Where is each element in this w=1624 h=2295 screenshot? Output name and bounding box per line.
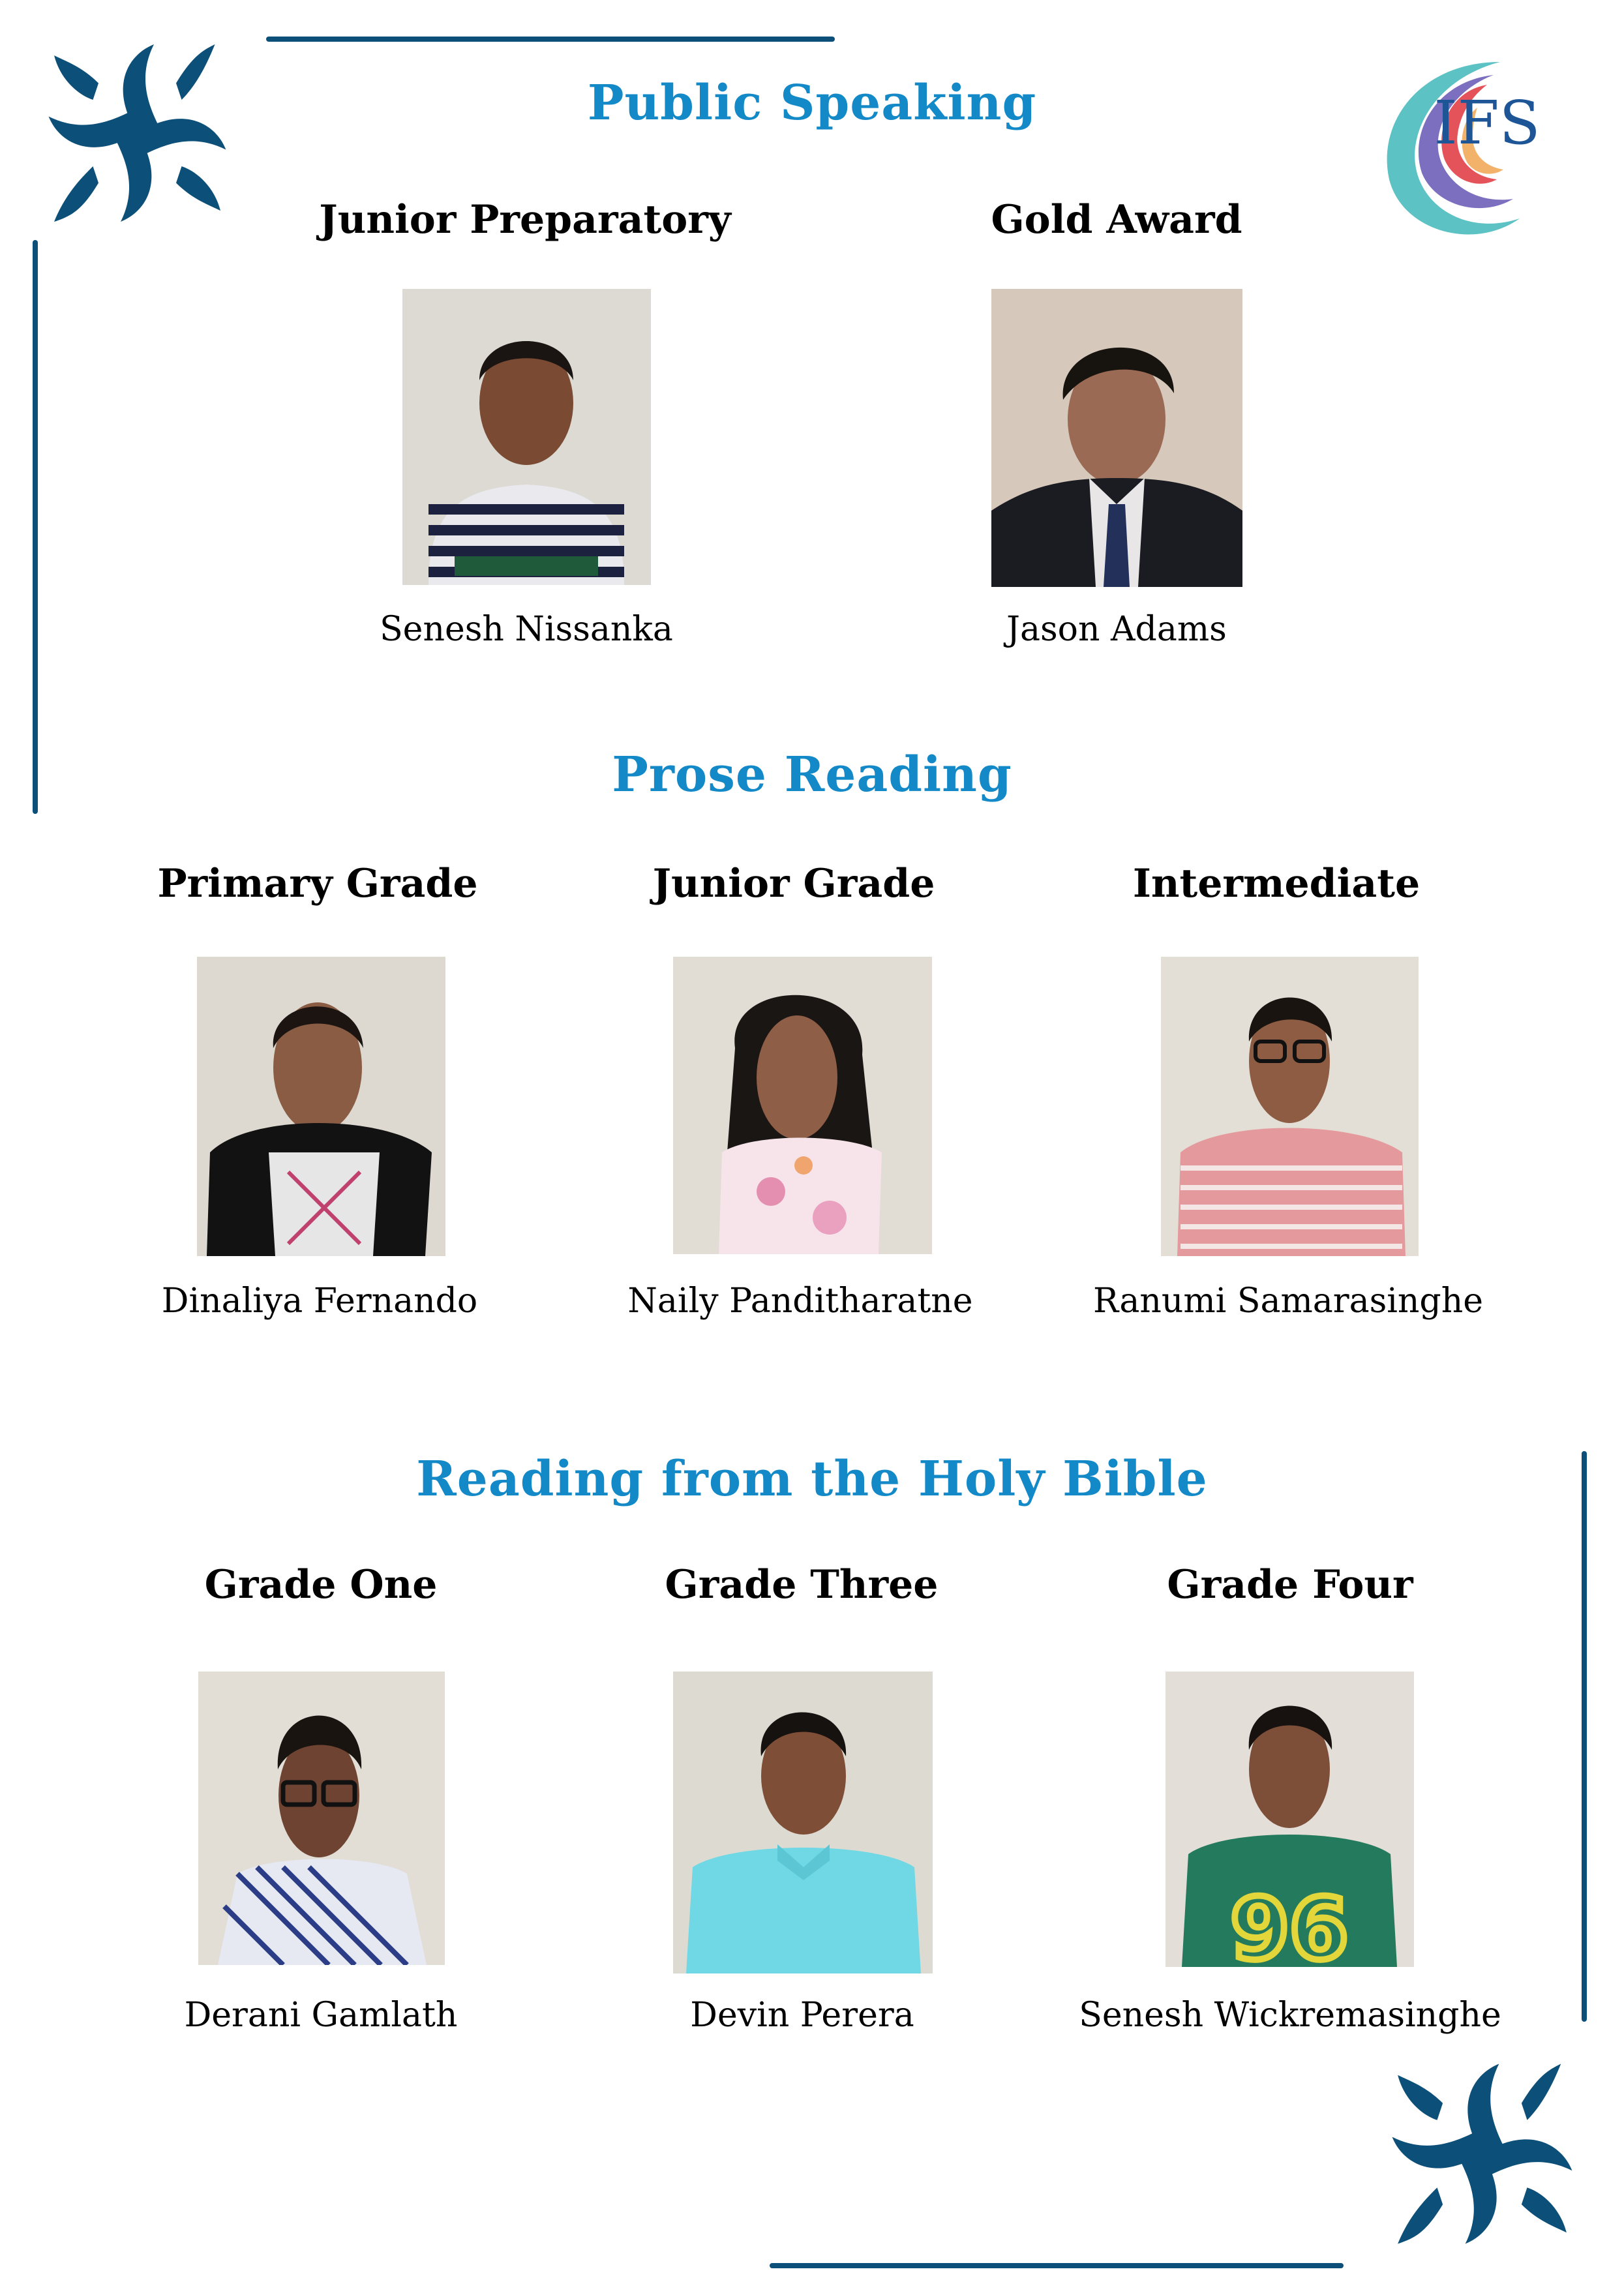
award-category: Gold Award (991, 197, 1242, 243)
ifs-logo (1363, 36, 1578, 245)
floral-ornament-icon (25, 22, 250, 244)
winner-name: Dinaliya Fernando (161, 1282, 478, 1321)
winner-photo-derani-gamlath (198, 1672, 445, 1965)
winner-photo-senesh-nissanka (402, 289, 651, 585)
winner-photo-naily-panditharatne (673, 957, 932, 1254)
award-category: Junior Preparatory (319, 197, 731, 243)
right-border-line (1582, 1451, 1587, 2022)
corner-ornament-bottom-right (1370, 2041, 1595, 2266)
section-title-public-speaking: Public Speaking (587, 75, 1037, 131)
winner-photo-senesh-wickremasinghe (1165, 1672, 1414, 1967)
winner-name: Senesh Nissanka (380, 610, 673, 649)
left-border-line (33, 240, 38, 814)
corner-ornament-top-left (25, 22, 250, 244)
award-category: Junior Grade (652, 861, 935, 907)
winner-name: Jason Adams (1006, 610, 1227, 649)
winner-name: Derani Gamlath (184, 1996, 458, 2035)
winner-photo-devin-perera (673, 1672, 933, 1973)
logo-text: IFS (1434, 88, 1541, 158)
section-title-reading-holy-bible: Reading from the Holy Bible (416, 1451, 1208, 1507)
award-category: Intermediate (1132, 861, 1421, 907)
winner-name: Devin Perera (690, 1996, 914, 2035)
award-category: Grade One (204, 1562, 438, 1608)
bottom-border-line (770, 2263, 1344, 2268)
award-category: Grade Three (665, 1562, 939, 1608)
award-category: Primary Grade (157, 861, 478, 907)
section-title-prose-reading: Prose Reading (612, 747, 1012, 803)
top-border-line (266, 37, 835, 42)
winner-name: Naily Panditharatne (627, 1282, 973, 1321)
winner-photo-ranumi-samarasinghe (1161, 957, 1419, 1256)
winner-photo-dinaliya-fernando (197, 957, 445, 1256)
winner-name: Senesh Wickremasinghe (1079, 1996, 1501, 2035)
floral-ornament-icon (1370, 2041, 1595, 2266)
winner-name: Ranumi Samarasinghe (1093, 1282, 1483, 1321)
svg-text:96: 96 (1230, 1880, 1349, 1967)
winner-photo-jason-adams (991, 289, 1242, 587)
award-category: Grade Four (1167, 1562, 1413, 1608)
ifs-crescent-logo-icon (1363, 36, 1578, 245)
